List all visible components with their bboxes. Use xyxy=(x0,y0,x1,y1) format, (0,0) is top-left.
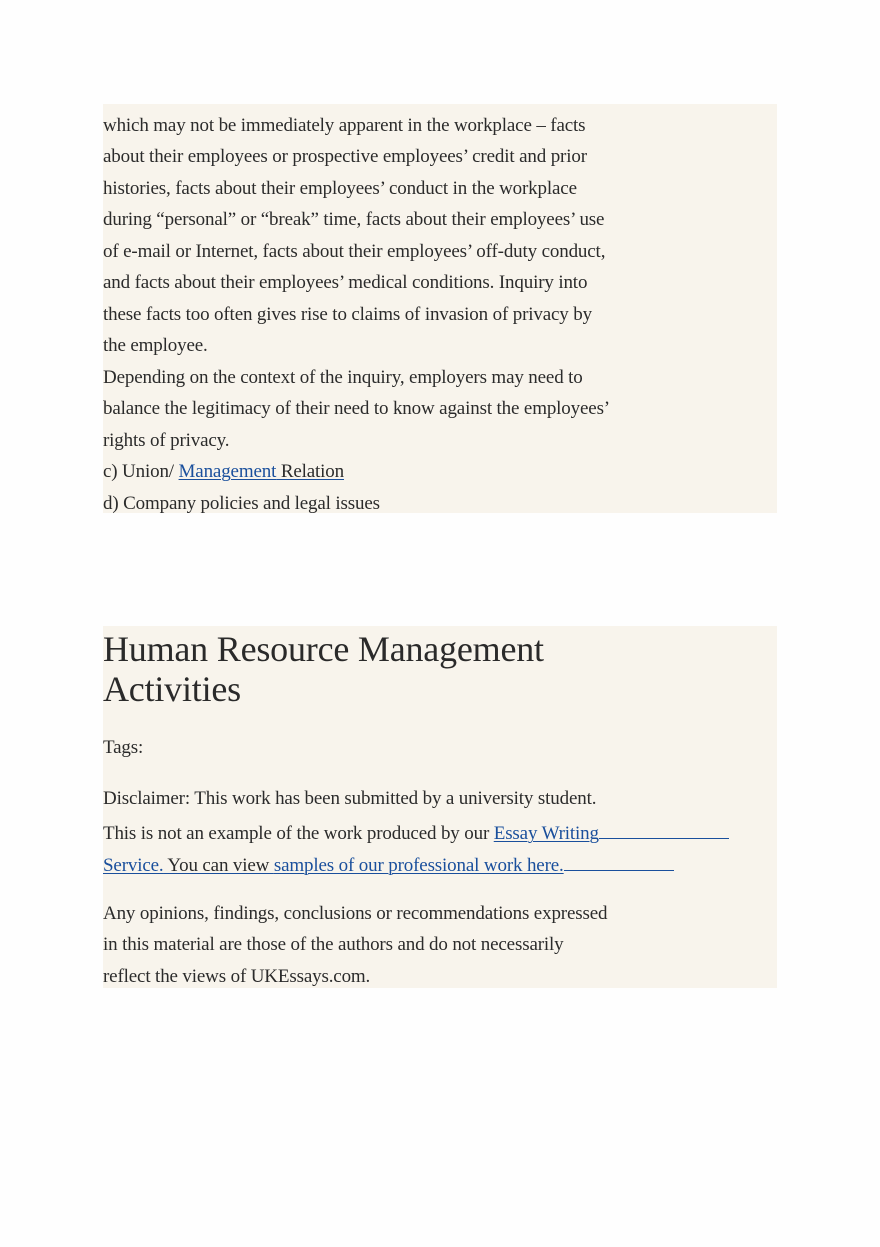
paragraph-line: of e-mail or Internet, facts about their employees’ off-duty conduct, xyxy=(103,241,606,262)
article-title-line-2: Activities xyxy=(103,669,241,709)
paragraph-line: and facts about their employees’ medical conditions. Inquiry into xyxy=(103,272,588,293)
paragraph-line: histories, facts about their employees’ conduct in the workplace xyxy=(103,178,577,199)
article-body-block xyxy=(103,104,777,513)
opinions-line: reflect the views of UKEssays.com. xyxy=(103,966,371,987)
management-link[interactable]: Management xyxy=(178,461,277,482)
disclaimer-line xyxy=(103,819,729,845)
list-item-c xyxy=(103,461,344,483)
article-title-line-1: Human Resource Management xyxy=(103,629,544,669)
samples-link[interactable]: samples of our professional work here. xyxy=(273,855,564,876)
list-item-c-suffix: Relation xyxy=(276,461,345,482)
opinions-line: Any opinions, findings, conclusions or recommendations expressed xyxy=(103,903,608,924)
essay-writing-link[interactable]: Essay Writing xyxy=(493,823,599,844)
list-item-c-prefix: c) Union/ xyxy=(103,461,179,482)
paragraph-line: rights of privacy. xyxy=(103,430,230,451)
paragraph-line: which may not be immediately apparent in the workplace – facts xyxy=(103,115,586,136)
paragraph-line: balance the legitimacy of their need to know against the employees’ xyxy=(103,398,610,419)
disclaimer-text: This is not an example of the work produced by our xyxy=(103,823,494,844)
you-can-view-text: You can view xyxy=(163,855,274,876)
tags-label: Tags: xyxy=(103,737,144,758)
link-underline xyxy=(564,851,674,871)
paragraph-line: these facts too often gives rise to claims of invasion of privacy by xyxy=(103,304,592,325)
paragraph-line: about their employees or prospective employees’ credit and prior xyxy=(103,146,587,167)
article-footer-block xyxy=(103,626,777,988)
service-link[interactable]: Service. xyxy=(103,855,164,876)
paragraph-line: during “personal” or “break” time, facts about their employees’ use xyxy=(103,209,605,230)
opinions-line: in this material are those of the authors and do not necessarily xyxy=(103,934,564,955)
paragraph-line: the employee. xyxy=(103,335,208,356)
disclaimer-line: Disclaimer: This work has been submitted by a university student. xyxy=(103,788,597,809)
disclaimer-line xyxy=(103,851,674,877)
list-item-d: d) Company policies and legal issues xyxy=(103,493,380,514)
link-underline xyxy=(599,819,729,839)
paragraph-line: Depending on the context of the inquiry, employers may need to xyxy=(103,367,583,388)
